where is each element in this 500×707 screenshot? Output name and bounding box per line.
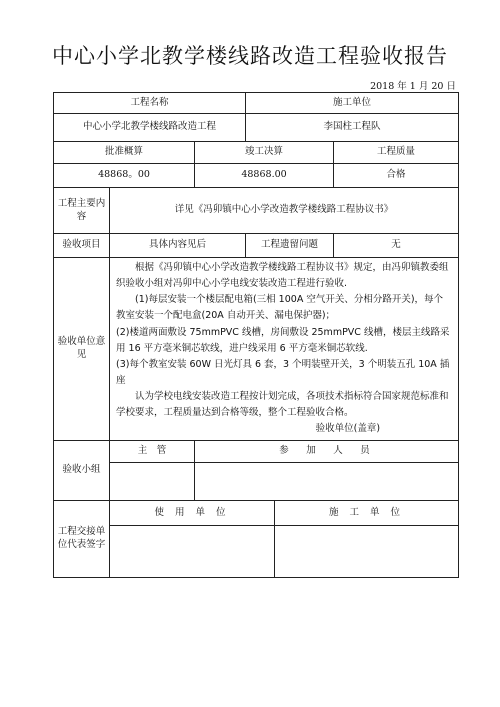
details-label: 具体内容见后 xyxy=(110,234,246,258)
user-unit-signature-cell xyxy=(110,526,275,578)
construction-unit-label: 施工单位 xyxy=(246,93,459,114)
opinion-paragraph: (1)每层安装一个楼层配电箱(三相 100A 空气开关、分相分路开关)，每个教室安装一个配电盒(20A 自动开关、漏电保护器)； xyxy=(116,294,444,322)
opinion-paragraph: 认为学校电线安装改造工程按计划完成，各项技术指标符合国家规范标准和学校要求，工程质量达到合格等级，整个工程验收合格。 xyxy=(116,391,449,419)
main-content-label: 工程主要内容 xyxy=(54,188,110,234)
approved-budget-value: 48868。00 xyxy=(54,164,195,188)
project-name-value: 中心小学北教学楼线路改造工程 xyxy=(54,114,246,142)
construction-unit-value: 李国柱工程队 xyxy=(246,114,459,142)
participants-signature-cell xyxy=(195,463,459,501)
opinion-text xyxy=(110,258,459,441)
approved-budget-label: 批准概算 xyxy=(54,142,195,164)
opinion-paragraph: (2)楼道两面敷设 75mmPVC 线槽，房间敷设 25mmPVC 线槽，楼层主线路采用 16 平方毫米铜芯软线，进户线采用 6 平方毫米铜芯软线. xyxy=(116,326,450,354)
acceptance-item-label: 验收项目 xyxy=(54,234,110,258)
supervisor-signature-cell xyxy=(110,463,195,501)
committee-label: 验收小组 xyxy=(54,441,110,501)
legacy-issue-value: 无 xyxy=(334,234,459,258)
final-account-label: 竣工决算 xyxy=(195,142,334,164)
opinion-paragraph: 根据《冯卯镇中心小学改造教学楼线路工程协议书》规定，由冯卯镇教委组织验收小组对冯卯中心小学电线安装改造工程进行验收. xyxy=(116,262,449,290)
report-title: 中心小学北教学楼线路改造工程验收报告 xyxy=(52,44,448,68)
builder-unit-signature-cell xyxy=(275,526,459,578)
final-account-value: 48868.00 xyxy=(195,164,334,188)
acceptance-report-table xyxy=(53,92,459,578)
legacy-issue-label: 工程遗留问题 xyxy=(246,234,334,258)
report-date: 2018 年 1 月 20 日 xyxy=(370,81,456,92)
quality-value: 合格 xyxy=(334,164,459,188)
project-name-label: 工程名称 xyxy=(54,93,246,114)
builder-unit-label: 施 工 单 位 xyxy=(275,501,459,526)
handover-label: 工程交接单位代表签字 xyxy=(54,501,110,578)
main-content-value: 详见《冯卯镇中心小学改造教学楼线路工程协议书》 xyxy=(110,188,459,234)
user-unit-label: 使 用 单 位 xyxy=(110,501,275,526)
participants-label: 参 加 人 员 xyxy=(195,441,459,463)
opinion-paragraph: (3)每个教室安装 60W 日光灯具 6 套，3 个明装壁开关，3 个明装五孔 10A 插座 xyxy=(116,358,450,386)
quality-label: 工程质量 xyxy=(334,142,459,164)
opinion-seal: 验收单位(盖章) xyxy=(315,423,381,435)
supervisor-label: 主 管 xyxy=(110,441,195,463)
opinion-label: 验收单位意见 xyxy=(54,258,110,441)
